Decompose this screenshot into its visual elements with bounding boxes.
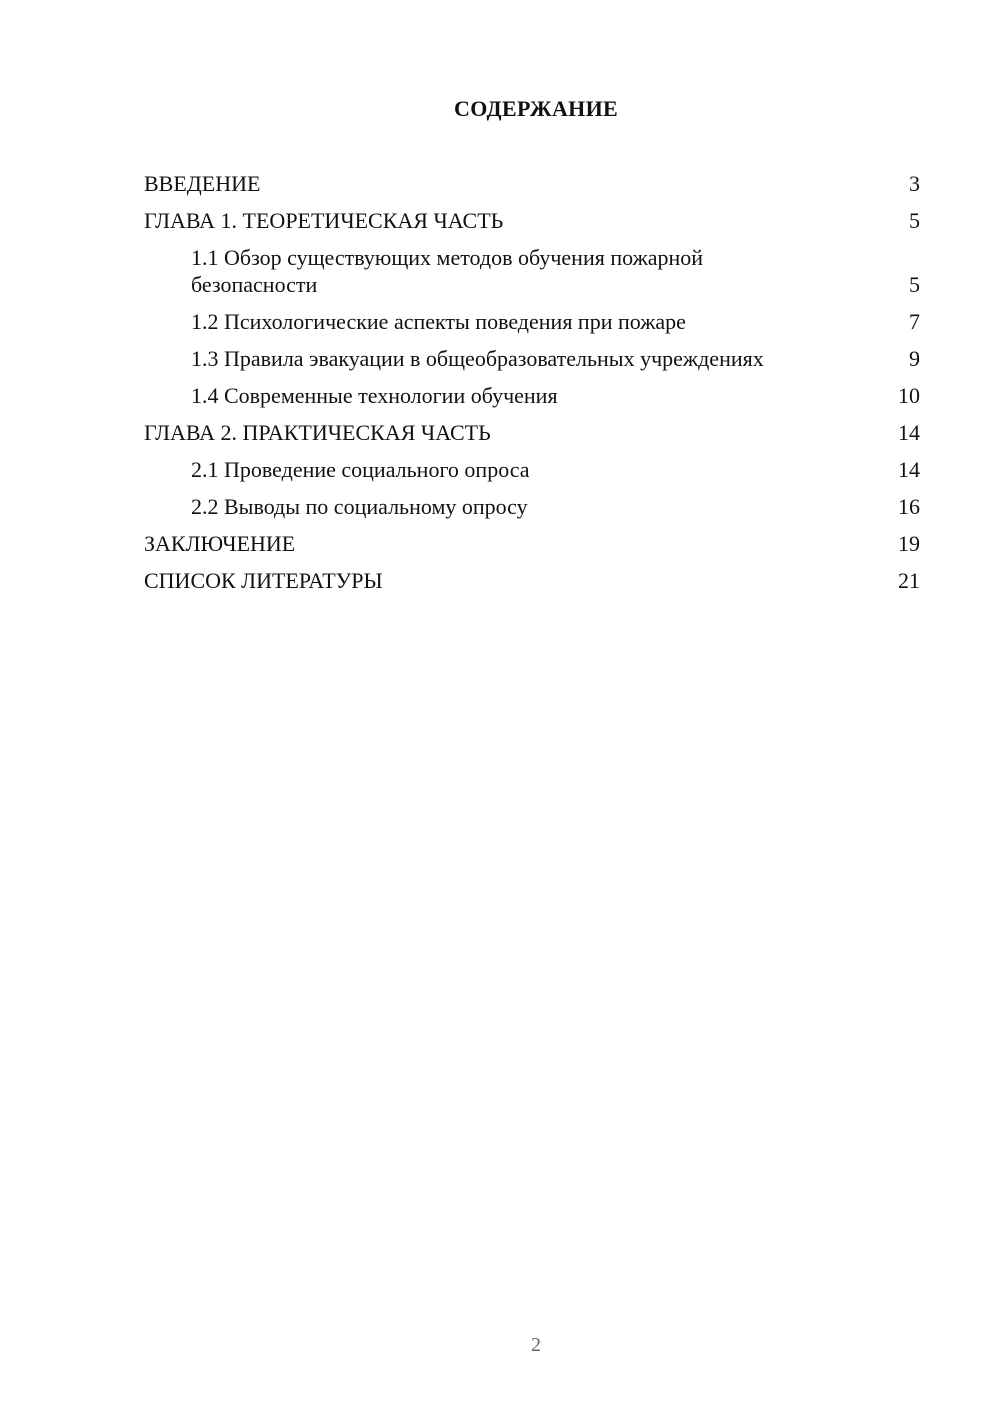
- toc-entry-section-1-4[interactable]: [144, 382, 920, 409]
- toc-entry-label: 2.1 Проведение социального опроса: [191, 457, 530, 482]
- toc-entry-bibliography[interactable]: [144, 567, 920, 594]
- toc-entry-label: 2.2 Выводы по социальному опросу: [191, 494, 528, 519]
- table-of-contents: [144, 170, 920, 604]
- toc-entry-page: 5: [909, 272, 920, 297]
- toc-entry-chapter-1[interactable]: [144, 207, 920, 234]
- toc-entry-label: СПИСОК ЛИТЕРАТУРЫ: [144, 568, 383, 593]
- toc-entry-label: ЗАКЛЮЧЕНИЕ: [144, 531, 296, 556]
- toc-entry-page: 3: [909, 171, 920, 196]
- toc-entry-label: 1.4 Современные технологии обучения: [191, 383, 558, 408]
- toc-entry-label: 1.1 Обзор существующих методов обучения пожарной безопасности: [191, 245, 704, 297]
- toc-entry-section-1-3[interactable]: [144, 345, 920, 372]
- toc-entry-section-1-1[interactable]: [144, 244, 920, 298]
- toc-entry-page: 21: [898, 568, 920, 593]
- toc-entry-section-2-2[interactable]: [144, 493, 920, 520]
- toc-entry-label: 1.2 Психологические аспекты поведения при пожаре: [191, 309, 686, 334]
- toc-entry-page: 5: [909, 208, 920, 233]
- toc-entry-page: 19: [898, 531, 920, 556]
- toc-entry-chapter-2[interactable]: [144, 419, 920, 446]
- toc-entry-page: 14: [898, 457, 920, 482]
- toc-entry-section-1-2[interactable]: [144, 308, 920, 335]
- toc-entry-page: 16: [898, 494, 920, 519]
- toc-entry-page: 9: [909, 346, 920, 371]
- toc-entry-page: 7: [909, 309, 920, 334]
- toc-entry-page: 14: [898, 420, 920, 445]
- toc-entry-label: ВВЕДЕНИЕ: [144, 171, 261, 196]
- toc-entry-section-2-1[interactable]: [144, 456, 920, 483]
- toc-entry-page: 10: [898, 383, 920, 408]
- toc-entry-conclusion[interactable]: [144, 530, 920, 557]
- toc-entry-label: ГЛАВА 2. ПРАКТИЧЕСКАЯ ЧАСТЬ: [144, 420, 491, 445]
- toc-entry-label: 1.3 Правила эвакуации в общеобразовательных учреждениях: [191, 346, 764, 371]
- toc-entry-introduction[interactable]: [144, 170, 920, 197]
- page-number: 2: [531, 1334, 541, 1356]
- toc-title: СОДЕРЖАНИЕ: [454, 96, 618, 121]
- toc-entry-label: ГЛАВА 1. ТЕОРЕТИЧЕСКАЯ ЧАСТЬ: [144, 208, 504, 233]
